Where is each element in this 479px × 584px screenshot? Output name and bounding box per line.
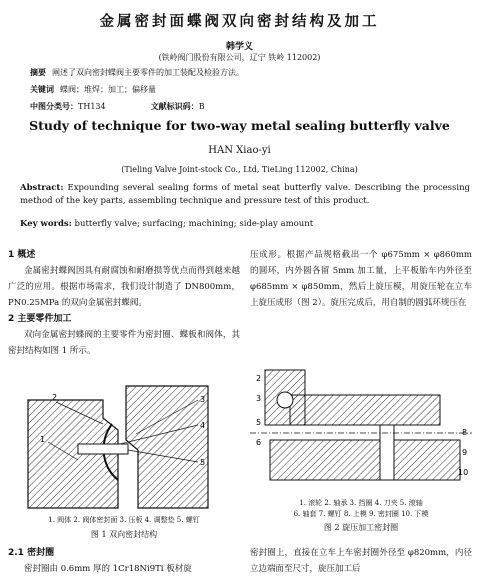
fig2-label-9: 9 xyxy=(462,448,468,457)
fig2-label-6: 6 xyxy=(256,438,262,447)
classification-line xyxy=(30,101,470,112)
fig2-label-5: 5 xyxy=(256,418,262,427)
screw-shape xyxy=(78,444,128,454)
fig1-label-3: 3 xyxy=(200,395,206,404)
fig1-label-5: 5 xyxy=(200,458,206,467)
doc-code-label: 文献标识码： xyxy=(150,101,199,111)
spinning-paragraph: 压成形。根据产品规格截出一个 φ675mm × φ860mm 的圆环，内外圆各留 5mm 加工量，上平板胎车内外径至 φ685mm × φ850mm，然后上旋压模，用旋压轮在立车上旋压成形（图 2）。旋压完成后，用自制的圆弧环规压在 xyxy=(250,250,472,308)
clc-value: TH134 xyxy=(78,102,106,111)
fig1-label-2: 2 xyxy=(52,393,58,402)
section-heading-parts: 2 主要零件加工 xyxy=(8,314,72,324)
fig1-label-1: 1 xyxy=(40,435,46,444)
right-bottom-paragraph: 密封圈上，直接在立车上车密封圈外径至 φ820mm，内径立边端面至尺寸，旋压加工后 xyxy=(250,548,472,574)
fig2-label-3: 3 xyxy=(256,394,262,403)
fig1-label-4: 4 xyxy=(200,421,206,430)
english-title: Study of technique for two-way metal sealing butterfly valve xyxy=(29,118,450,133)
left-column xyxy=(8,247,240,359)
fig2-label-10: 10 xyxy=(458,468,469,477)
chinese-keywords-text: 蝶阀；堆焊；加工；偏移量 xyxy=(60,85,156,94)
right-column xyxy=(250,247,472,311)
english-keywords xyxy=(20,219,470,229)
doc-code-value: B xyxy=(198,102,205,111)
chinese-affiliation: (铁岭阀门股份有限公司，辽宁 铁岭 112002) xyxy=(158,53,321,62)
english-affiliation: (Tieling Valve Joint-stock Co., Ltd, TieLing 112002, China) xyxy=(121,165,358,174)
bearing-shape xyxy=(277,392,293,408)
figure-2-drawing xyxy=(250,365,472,495)
section-heading-overview: 1 概述 xyxy=(8,250,36,260)
chinese-author: 韩学义 xyxy=(225,42,253,52)
chinese-keywords xyxy=(30,84,470,95)
chinese-abstract xyxy=(30,67,470,78)
seal-ring-section xyxy=(8,545,240,577)
figure-2-caption: 图 2 旋压加工密封圈 xyxy=(323,523,399,532)
fig2-label-2: 2 xyxy=(256,374,262,383)
parts-paragraph: 双向金属密封蝶阀的主要零件为密封圈、蝶板和阀体，其密封结构如图 1 所示。 xyxy=(8,330,240,356)
clc-label: 中图分类号： xyxy=(30,101,78,111)
english-author: HAN Xiao-yi xyxy=(208,145,271,156)
figure-2-legend-line-1: 1. 滚轮 2. 轴承 3. 挡圈 4. 刀夹 5. 滚轴 xyxy=(299,499,423,507)
figure-1-legend: 1. 阀体 2. 阀体密封面 3. 压板 4. 调整垫 5. 螺钉 xyxy=(48,516,200,524)
fig2-label-8: 8 xyxy=(462,428,468,437)
overview-paragraph: 金属密封蝶阀因具有耐腐蚀和耐磨损等优点而得到越来越广泛的应用。根据市场需求，我们设计制造了 DN800mm，PN0.25MPa 的双向金属密封蝶阀。 xyxy=(8,266,240,308)
english-abstract-label: Abstract: xyxy=(20,183,64,193)
lower-die-shape xyxy=(270,440,460,480)
figure-2-legend-line-2: 6. 轴套 7. 螺钉 8. 上模 9. 密封圈 10. 下模 xyxy=(293,510,429,518)
upper-die-shape xyxy=(290,395,440,425)
chinese-keywords-label: 关键词 xyxy=(30,84,54,94)
figure-1-drawing xyxy=(8,380,240,510)
english-abstract-text: Expounding several sealing forms of metal seat butterfly valve. Describing the processing method of the key parts, assembling technique and pressure test of this product. xyxy=(20,183,470,206)
chinese-abstract-text: 阐述了双向密封蝶阀主要零件的加工装配及检验方法。 xyxy=(52,68,244,77)
english-abstract xyxy=(20,182,470,208)
seal-ring-paragraph: 密封圈由 0.6mm 厚的 1Cr18Ni9Ti 板材旋 xyxy=(24,564,192,574)
figure-1-caption: 图 1 双向密封结构 xyxy=(90,530,158,539)
chinese-title: 金属密封面蝶阀双向密封结构及加工 xyxy=(99,14,380,30)
chinese-abstract-label: 摘要 xyxy=(30,67,46,77)
english-keywords-label: Key words: xyxy=(20,219,72,229)
butterfly-plate-shape xyxy=(126,386,208,508)
english-keywords-text: butterfly valve; surfacing; machining; side-play amount xyxy=(74,219,314,229)
subsection-heading-seal-ring: 2.1 密封圈 xyxy=(8,548,55,558)
